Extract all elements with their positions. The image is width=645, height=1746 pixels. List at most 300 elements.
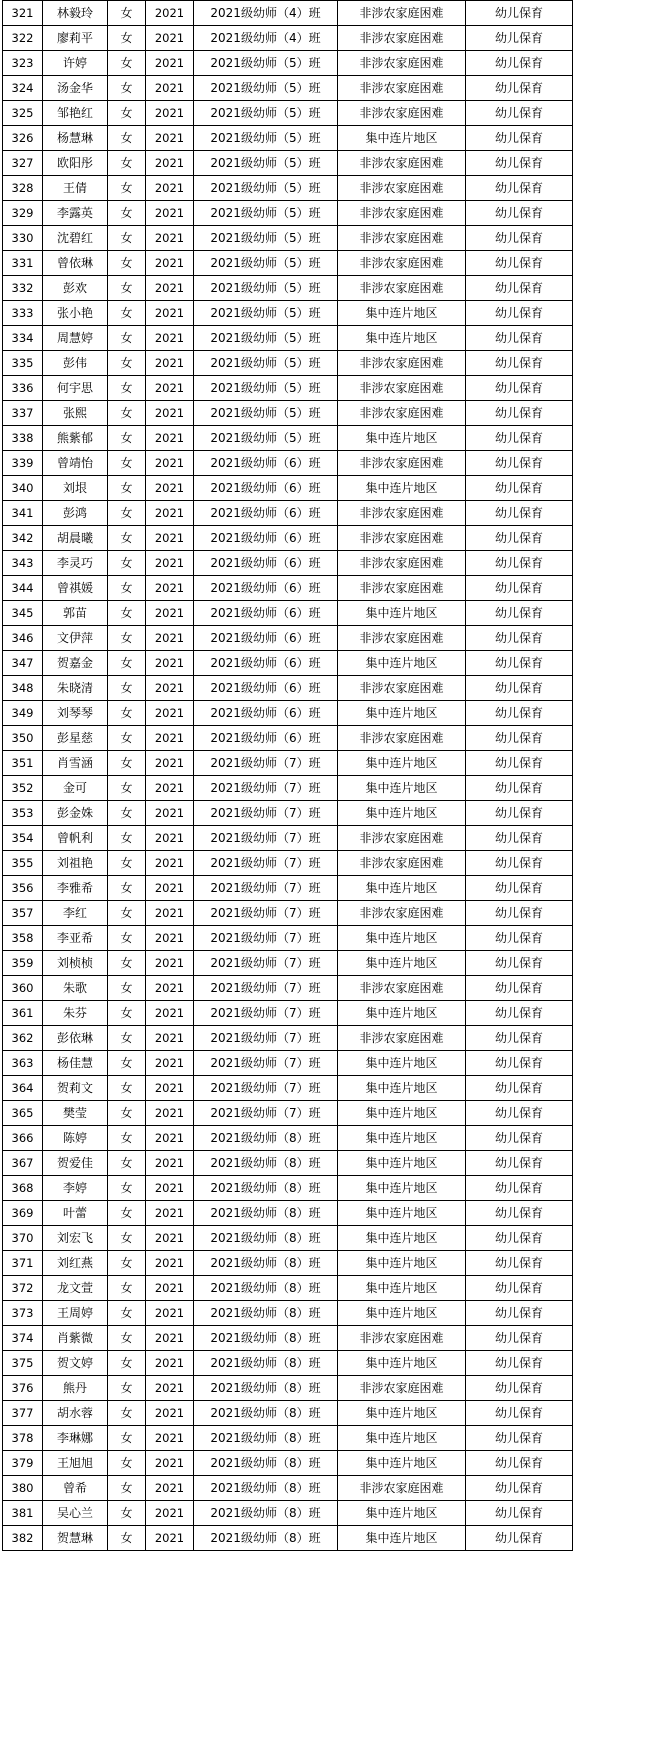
class-cell: 2021级幼师（7）班 (194, 1051, 338, 1076)
aid-category-cell: 非涉农家庭困难 (338, 401, 466, 426)
row-number-cell: 323 (3, 51, 43, 76)
gender-cell: 女 (108, 1151, 146, 1176)
class-cell: 2021级幼师（7）班 (194, 801, 338, 826)
aid-category-cell: 集中连片地区 (338, 1151, 466, 1176)
gender-cell: 女 (108, 876, 146, 901)
row-number-cell: 366 (3, 1126, 43, 1151)
class-cell: 2021级幼师（5）班 (194, 51, 338, 76)
student-name-cell: 熊紫郁 (43, 426, 108, 451)
student-name-cell: 朱芬 (43, 1001, 108, 1026)
enrollment-year-cell: 2021 (146, 1176, 194, 1201)
class-cell: 2021级幼师（5）班 (194, 101, 338, 126)
major-cell: 幼儿保育 (466, 851, 573, 876)
gender-cell: 女 (108, 1526, 146, 1551)
row-number-cell: 365 (3, 1101, 43, 1126)
gender-cell: 女 (108, 326, 146, 351)
gender-cell: 女 (108, 1101, 146, 1126)
major-cell: 幼儿保育 (466, 1226, 573, 1251)
enrollment-year-cell: 2021 (146, 651, 194, 676)
row-number-cell: 373 (3, 1301, 43, 1326)
aid-category-cell: 集中连片地区 (338, 651, 466, 676)
student-name-cell: 朱晓清 (43, 676, 108, 701)
table-row (3, 1026, 573, 1051)
table-row (3, 401, 573, 426)
table-row (3, 701, 573, 726)
gender-cell: 女 (108, 1376, 146, 1401)
row-number-cell: 336 (3, 376, 43, 401)
student-name-cell: 贺慧琳 (43, 1526, 108, 1551)
student-name-cell: 廖莉平 (43, 26, 108, 51)
aid-category-cell: 非涉农家庭困难 (338, 451, 466, 476)
table-row (3, 501, 573, 526)
row-number-cell: 351 (3, 751, 43, 776)
student-name-cell: 彭金姝 (43, 801, 108, 826)
aid-category-cell: 非涉农家庭困难 (338, 76, 466, 101)
enrollment-year-cell: 2021 (146, 576, 194, 601)
gender-cell: 女 (108, 851, 146, 876)
gender-cell: 女 (108, 26, 146, 51)
gender-cell: 女 (108, 1001, 146, 1026)
enrollment-year-cell: 2021 (146, 1326, 194, 1351)
table-row (3, 601, 573, 626)
student-name-cell: 贺爱佳 (43, 1151, 108, 1176)
class-cell: 2021级幼师（8）班 (194, 1226, 338, 1251)
enrollment-year-cell: 2021 (146, 276, 194, 301)
student-name-cell: 张小艳 (43, 301, 108, 326)
enrollment-year-cell: 2021 (146, 726, 194, 751)
gender-cell: 女 (108, 576, 146, 601)
student-name-cell: 刘祖艳 (43, 851, 108, 876)
row-number-cell: 382 (3, 1526, 43, 1551)
row-number-cell: 374 (3, 1326, 43, 1351)
class-cell: 2021级幼师（5）班 (194, 126, 338, 151)
student-name-cell: 王倩 (43, 176, 108, 201)
class-cell: 2021级幼师（6）班 (194, 651, 338, 676)
enrollment-year-cell: 2021 (146, 876, 194, 901)
row-number-cell: 326 (3, 126, 43, 151)
class-cell: 2021级幼师（5）班 (194, 226, 338, 251)
gender-cell: 女 (108, 1301, 146, 1326)
aid-category-cell: 集中连片地区 (338, 1226, 466, 1251)
table-row (3, 1176, 573, 1201)
student-name-cell: 李琳娜 (43, 1426, 108, 1451)
major-cell: 幼儿保育 (466, 1051, 573, 1076)
major-cell: 幼儿保育 (466, 1251, 573, 1276)
aid-category-cell: 非涉农家庭困难 (338, 726, 466, 751)
row-number-cell: 342 (3, 526, 43, 551)
aid-category-cell: 非涉农家庭困难 (338, 826, 466, 851)
table-row (3, 251, 573, 276)
table-row (3, 301, 573, 326)
table-row (3, 901, 573, 926)
gender-cell: 女 (108, 426, 146, 451)
enrollment-year-cell: 2021 (146, 976, 194, 1001)
row-number-cell: 333 (3, 301, 43, 326)
enrollment-year-cell: 2021 (146, 926, 194, 951)
row-number-cell: 376 (3, 1376, 43, 1401)
aid-category-cell: 集中连片地区 (338, 1201, 466, 1226)
aid-category-cell: 非涉农家庭困难 (338, 551, 466, 576)
table-row (3, 726, 573, 751)
student-name-cell: 彭伟 (43, 351, 108, 376)
table-row (3, 676, 573, 701)
table-row (3, 176, 573, 201)
gender-cell: 女 (108, 1126, 146, 1151)
aid-category-cell: 非涉农家庭困难 (338, 501, 466, 526)
row-number-cell: 346 (3, 626, 43, 651)
student-name-cell: 许婷 (43, 51, 108, 76)
enrollment-year-cell: 2021 (146, 326, 194, 351)
enrollment-year-cell: 2021 (146, 1251, 194, 1276)
table-row (3, 1376, 573, 1401)
student-name-cell: 林毅玲 (43, 1, 108, 26)
student-name-cell: 何宇思 (43, 376, 108, 401)
table-row (3, 276, 573, 301)
aid-category-cell: 非涉农家庭困难 (338, 276, 466, 301)
aid-category-cell: 集中连片地区 (338, 1451, 466, 1476)
row-number-cell: 337 (3, 401, 43, 426)
aid-category-cell: 非涉农家庭困难 (338, 226, 466, 251)
gender-cell: 女 (108, 776, 146, 801)
aid-category-cell: 集中连片地区 (338, 876, 466, 901)
row-number-cell: 360 (3, 976, 43, 1001)
major-cell: 幼儿保育 (466, 951, 573, 976)
student-name-cell: 肖紫微 (43, 1326, 108, 1351)
student-name-cell: 文伊萍 (43, 626, 108, 651)
enrollment-year-cell: 2021 (146, 1401, 194, 1426)
gender-cell: 女 (108, 1276, 146, 1301)
table-row (3, 426, 573, 451)
table-row (3, 101, 573, 126)
student-name-cell: 王周婷 (43, 1301, 108, 1326)
student-name-cell: 吴心兰 (43, 1501, 108, 1526)
gender-cell: 女 (108, 201, 146, 226)
gender-cell: 女 (108, 376, 146, 401)
major-cell: 幼儿保育 (466, 1201, 573, 1226)
gender-cell: 女 (108, 1476, 146, 1501)
student-name-cell: 曾帆利 (43, 826, 108, 851)
table-row (3, 1276, 573, 1301)
enrollment-year-cell: 2021 (146, 801, 194, 826)
student-name-cell: 刘红燕 (43, 1251, 108, 1276)
aid-category-cell: 集中连片地区 (338, 1501, 466, 1526)
student-name-cell: 郭苗 (43, 601, 108, 626)
aid-category-cell: 集中连片地区 (338, 1251, 466, 1276)
row-number-cell: 345 (3, 601, 43, 626)
student-name-cell: 李红 (43, 901, 108, 926)
row-number-cell: 379 (3, 1451, 43, 1476)
aid-category-cell: 非涉农家庭困难 (338, 1376, 466, 1401)
row-number-cell: 340 (3, 476, 43, 501)
class-cell: 2021级幼师（7）班 (194, 876, 338, 901)
class-cell: 2021级幼师（5）班 (194, 326, 338, 351)
student-table (2, 0, 573, 1551)
class-cell: 2021级幼师（6）班 (194, 551, 338, 576)
class-cell: 2021级幼师（6）班 (194, 451, 338, 476)
gender-cell: 女 (108, 826, 146, 851)
gender-cell: 女 (108, 51, 146, 76)
aid-category-cell: 集中连片地区 (338, 1001, 466, 1026)
class-cell: 2021级幼师（7）班 (194, 901, 338, 926)
aid-category-cell: 集中连片地区 (338, 1176, 466, 1201)
class-cell: 2021级幼师（8）班 (194, 1251, 338, 1276)
row-number-cell: 322 (3, 26, 43, 51)
class-cell: 2021级幼师（7）班 (194, 951, 338, 976)
aid-category-cell: 集中连片地区 (338, 1276, 466, 1301)
aid-category-cell: 非涉农家庭困难 (338, 1026, 466, 1051)
enrollment-year-cell: 2021 (146, 526, 194, 551)
class-cell: 2021级幼师（7）班 (194, 926, 338, 951)
enrollment-year-cell: 2021 (146, 676, 194, 701)
enrollment-year-cell: 2021 (146, 376, 194, 401)
student-name-cell: 欧阳彤 (43, 151, 108, 176)
table-row (3, 1251, 573, 1276)
enrollment-year-cell: 2021 (146, 1276, 194, 1301)
class-cell: 2021级幼师（7）班 (194, 851, 338, 876)
table-row (3, 526, 573, 551)
aid-category-cell: 集中连片地区 (338, 426, 466, 451)
student-name-cell: 刘垠 (43, 476, 108, 501)
major-cell: 幼儿保育 (466, 726, 573, 751)
student-name-cell: 杨慧琳 (43, 126, 108, 151)
major-cell: 幼儿保育 (466, 101, 573, 126)
class-cell: 2021级幼师（8）班 (194, 1376, 338, 1401)
major-cell: 幼儿保育 (466, 251, 573, 276)
aid-category-cell: 非涉农家庭困难 (338, 576, 466, 601)
student-name-cell: 刘琴琴 (43, 701, 108, 726)
student-name-cell: 朱歌 (43, 976, 108, 1001)
major-cell: 幼儿保育 (466, 276, 573, 301)
aid-category-cell: 集中连片地区 (338, 1351, 466, 1376)
gender-cell: 女 (108, 726, 146, 751)
aid-category-cell: 非涉农家庭困难 (338, 626, 466, 651)
aid-category-cell: 集中连片地区 (338, 1426, 466, 1451)
major-cell: 幼儿保育 (466, 351, 573, 376)
row-number-cell: 344 (3, 576, 43, 601)
table-row (3, 1051, 573, 1076)
class-cell: 2021级幼师（8）班 (194, 1276, 338, 1301)
gender-cell: 女 (108, 1501, 146, 1526)
major-cell: 幼儿保育 (466, 401, 573, 426)
class-cell: 2021级幼师（6）班 (194, 526, 338, 551)
major-cell: 幼儿保育 (466, 476, 573, 501)
row-number-cell: 367 (3, 1151, 43, 1176)
aid-category-cell: 集中连片地区 (338, 301, 466, 326)
aid-category-cell: 集中连片地区 (338, 926, 466, 951)
enrollment-year-cell: 2021 (146, 1, 194, 26)
enrollment-year-cell: 2021 (146, 1526, 194, 1551)
aid-category-cell: 集中连片地区 (338, 1126, 466, 1151)
gender-cell: 女 (108, 151, 146, 176)
table-row (3, 626, 573, 651)
major-cell: 幼儿保育 (466, 1501, 573, 1526)
table-row (3, 551, 573, 576)
enrollment-year-cell: 2021 (146, 1076, 194, 1101)
major-cell: 幼儿保育 (466, 1126, 573, 1151)
row-number-cell: 372 (3, 1276, 43, 1301)
major-cell: 幼儿保育 (466, 926, 573, 951)
table-row (3, 226, 573, 251)
major-cell: 幼儿保育 (466, 801, 573, 826)
major-cell: 幼儿保育 (466, 651, 573, 676)
enrollment-year-cell: 2021 (146, 26, 194, 51)
major-cell: 幼儿保育 (466, 901, 573, 926)
class-cell: 2021级幼师（5）班 (194, 76, 338, 101)
table-row (3, 851, 573, 876)
major-cell: 幼儿保育 (466, 876, 573, 901)
enrollment-year-cell: 2021 (146, 1351, 194, 1376)
row-number-cell: 341 (3, 501, 43, 526)
row-number-cell: 331 (3, 251, 43, 276)
gender-cell: 女 (108, 1426, 146, 1451)
gender-cell: 女 (108, 976, 146, 1001)
enrollment-year-cell: 2021 (146, 201, 194, 226)
class-cell: 2021级幼师（6）班 (194, 601, 338, 626)
student-name-cell: 汤金华 (43, 76, 108, 101)
enrollment-year-cell: 2021 (146, 476, 194, 501)
row-number-cell: 353 (3, 801, 43, 826)
aid-category-cell: 集中连片地区 (338, 476, 466, 501)
aid-category-cell: 非涉农家庭困难 (338, 376, 466, 401)
major-cell: 幼儿保育 (466, 126, 573, 151)
table-row (3, 1001, 573, 1026)
enrollment-year-cell: 2021 (146, 851, 194, 876)
class-cell: 2021级幼师（7）班 (194, 976, 338, 1001)
class-cell: 2021级幼师（6）班 (194, 501, 338, 526)
row-number-cell: 334 (3, 326, 43, 351)
gender-cell: 女 (108, 701, 146, 726)
gender-cell: 女 (108, 226, 146, 251)
class-cell: 2021级幼师（7）班 (194, 776, 338, 801)
table-row (3, 651, 573, 676)
student-name-cell: 陈婷 (43, 1126, 108, 1151)
table-row (3, 476, 573, 501)
class-cell: 2021级幼师（8）班 (194, 1301, 338, 1326)
enrollment-year-cell: 2021 (146, 901, 194, 926)
enrollment-year-cell: 2021 (146, 1001, 194, 1026)
enrollment-year-cell: 2021 (146, 301, 194, 326)
aid-category-cell: 非涉农家庭困难 (338, 151, 466, 176)
gender-cell: 女 (108, 401, 146, 426)
aid-category-cell: 集中连片地区 (338, 601, 466, 626)
major-cell: 幼儿保育 (466, 526, 573, 551)
major-cell: 幼儿保育 (466, 576, 573, 601)
enrollment-year-cell: 2021 (146, 151, 194, 176)
student-name-cell: 彭欢 (43, 276, 108, 301)
gender-cell: 女 (108, 601, 146, 626)
table-row (3, 51, 573, 76)
aid-category-cell: 非涉农家庭困难 (338, 176, 466, 201)
major-cell: 幼儿保育 (466, 751, 573, 776)
class-cell: 2021级幼师（7）班 (194, 1101, 338, 1126)
table-row (3, 151, 573, 176)
row-number-cell: 371 (3, 1251, 43, 1276)
major-cell: 幼儿保育 (466, 1026, 573, 1051)
student-name-cell: 王旭旭 (43, 1451, 108, 1476)
table-row (3, 1451, 573, 1476)
aid-category-cell: 集中连片地区 (338, 801, 466, 826)
major-cell: 幼儿保育 (466, 1, 573, 26)
major-cell: 幼儿保育 (466, 1526, 573, 1551)
table-row (3, 1326, 573, 1351)
row-number-cell: 324 (3, 76, 43, 101)
table-row (3, 976, 573, 1001)
major-cell: 幼儿保育 (466, 1401, 573, 1426)
table-row (3, 951, 573, 976)
major-cell: 幼儿保育 (466, 226, 573, 251)
class-cell: 2021级幼师（5）班 (194, 426, 338, 451)
student-name-cell: 彭鸿 (43, 501, 108, 526)
major-cell: 幼儿保育 (466, 1101, 573, 1126)
class-cell: 2021级幼师（5）班 (194, 401, 338, 426)
major-cell: 幼儿保育 (466, 976, 573, 1001)
gender-cell: 女 (108, 176, 146, 201)
table-row (3, 1476, 573, 1501)
major-cell: 幼儿保育 (466, 1076, 573, 1101)
table-row (3, 1076, 573, 1101)
class-cell: 2021级幼师（6）班 (194, 576, 338, 601)
table-body (3, 1, 573, 1551)
enrollment-year-cell: 2021 (146, 76, 194, 101)
row-number-cell: 328 (3, 176, 43, 201)
enrollment-year-cell: 2021 (146, 51, 194, 76)
row-number-cell: 335 (3, 351, 43, 376)
gender-cell: 女 (108, 1451, 146, 1476)
table-row (3, 351, 573, 376)
row-number-cell: 329 (3, 201, 43, 226)
major-cell: 幼儿保育 (466, 76, 573, 101)
table-row (3, 1426, 573, 1451)
class-cell: 2021级幼师（5）班 (194, 151, 338, 176)
student-name-cell: 刘宏飞 (43, 1226, 108, 1251)
student-name-cell: 龙文萱 (43, 1276, 108, 1301)
aid-category-cell: 非涉农家庭困难 (338, 26, 466, 51)
major-cell: 幼儿保育 (466, 1451, 573, 1476)
enrollment-year-cell: 2021 (146, 1101, 194, 1126)
class-cell: 2021级幼师（5）班 (194, 351, 338, 376)
row-number-cell: 327 (3, 151, 43, 176)
enrollment-year-cell: 2021 (146, 1476, 194, 1501)
class-cell: 2021级幼师（8）班 (194, 1176, 338, 1201)
aid-category-cell: 非涉农家庭困难 (338, 1326, 466, 1351)
gender-cell: 女 (108, 551, 146, 576)
class-cell: 2021级幼师（8）班 (194, 1201, 338, 1226)
major-cell: 幼儿保育 (466, 376, 573, 401)
student-name-cell: 肖雪涵 (43, 751, 108, 776)
aid-category-cell: 集中连片地区 (338, 1301, 466, 1326)
aid-category-cell: 集中连片地区 (338, 126, 466, 151)
gender-cell: 女 (108, 251, 146, 276)
gender-cell: 女 (108, 1401, 146, 1426)
row-number-cell: 375 (3, 1351, 43, 1376)
major-cell: 幼儿保育 (466, 201, 573, 226)
enrollment-year-cell: 2021 (146, 1226, 194, 1251)
student-name-cell: 贺文婷 (43, 1351, 108, 1376)
table-row (3, 751, 573, 776)
student-name-cell: 贺嘉金 (43, 651, 108, 676)
class-cell: 2021级幼师（6）班 (194, 701, 338, 726)
aid-category-cell: 集中连片地区 (338, 1526, 466, 1551)
gender-cell: 女 (108, 901, 146, 926)
row-number-cell: 363 (3, 1051, 43, 1076)
table-row (3, 926, 573, 951)
row-number-cell: 378 (3, 1426, 43, 1451)
gender-cell: 女 (108, 676, 146, 701)
student-name-cell: 胡水蓉 (43, 1401, 108, 1426)
student-name-cell: 周慧婷 (43, 326, 108, 351)
class-cell: 2021级幼师（8）班 (194, 1426, 338, 1451)
gender-cell: 女 (108, 926, 146, 951)
